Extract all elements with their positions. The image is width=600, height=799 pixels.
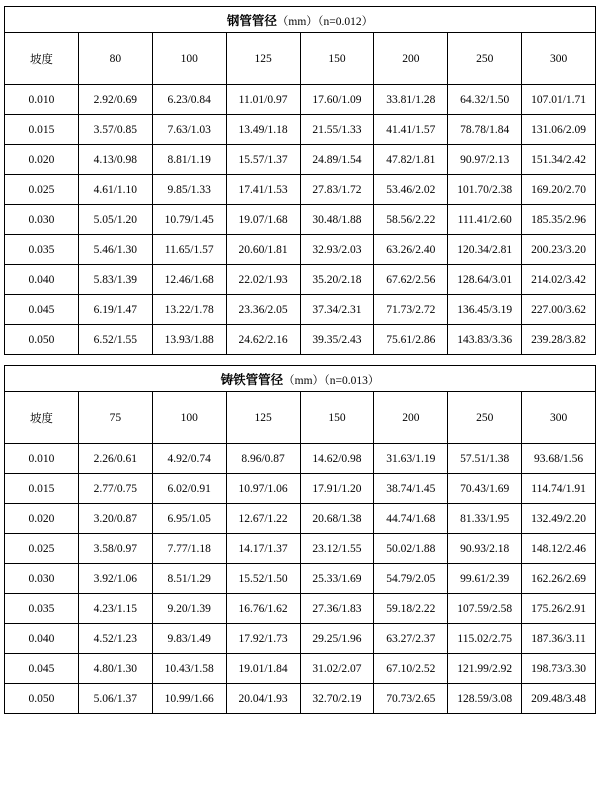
- data-cell: 64.32/1.50: [448, 85, 522, 115]
- data-cell: 10.97/1.06: [226, 474, 300, 504]
- table-header-row: [5, 392, 596, 444]
- data-cell: 120.34/2.81: [448, 235, 522, 265]
- data-cell: 47.82/1.81: [374, 145, 448, 175]
- column-header: 200: [374, 33, 448, 85]
- data-cell: 148.12/2.46: [522, 534, 596, 564]
- table-header-row: [5, 33, 596, 85]
- data-cell: 6.02/0.91: [152, 474, 226, 504]
- data-cell: 9.85/1.33: [152, 175, 226, 205]
- table-row: [5, 265, 596, 295]
- data-cell: 90.97/2.13: [448, 145, 522, 175]
- slope-value: 0.030: [5, 564, 79, 594]
- table-title-unit: （mm）: [276, 15, 318, 28]
- data-cell: 11.01/0.97: [226, 85, 300, 115]
- data-cell: 17.41/1.53: [226, 175, 300, 205]
- table-title-n: （n=0.012）: [317, 15, 374, 28]
- slope-value: 0.025: [5, 534, 79, 564]
- table-row: [5, 325, 596, 355]
- data-cell: 111.41/2.60: [448, 205, 522, 235]
- data-cell: 37.34/2.31: [300, 295, 374, 325]
- table-title-n: （n=0.013）: [324, 374, 380, 387]
- data-cell: 30.48/1.88: [300, 205, 374, 235]
- table-row: [5, 85, 596, 115]
- data-cell: 17.92/1.73: [226, 624, 300, 654]
- data-cell: 67.62/2.56: [374, 265, 448, 295]
- column-header: 100: [152, 392, 226, 444]
- data-cell: 6.95/1.05: [152, 504, 226, 534]
- column-header: 125: [226, 392, 300, 444]
- data-cell: 38.74/1.45: [374, 474, 448, 504]
- data-cell: 3.58/0.97: [78, 534, 152, 564]
- table-row: [5, 564, 596, 594]
- data-cell: 12.67/1.22: [226, 504, 300, 534]
- data-cell: 24.89/1.54: [300, 145, 374, 175]
- data-cell: 27.36/1.83: [300, 594, 374, 624]
- table-row: [5, 534, 596, 564]
- data-cell: 151.34/2.42: [522, 145, 596, 175]
- data-cell: 8.81/1.19: [152, 145, 226, 175]
- data-cell: 185.35/2.96: [522, 205, 596, 235]
- data-cell: 3.20/0.87: [78, 504, 152, 534]
- table-row: [5, 444, 596, 474]
- column-header: 80: [78, 33, 152, 85]
- column-header: 100: [152, 33, 226, 85]
- data-cell: 16.76/1.62: [226, 594, 300, 624]
- data-cell: 10.99/1.66: [152, 684, 226, 714]
- data-cell: 14.62/0.98: [300, 444, 374, 474]
- data-cell: 15.57/1.37: [226, 145, 300, 175]
- column-header: 300: [522, 392, 596, 444]
- data-cell: 4.13/0.98: [78, 145, 152, 175]
- data-cell: 75.61/2.86: [374, 325, 448, 355]
- data-cell: 132.49/2.20: [522, 504, 596, 534]
- data-cell: 209.48/3.48: [522, 684, 596, 714]
- data-cell: 20.60/1.81: [226, 235, 300, 265]
- data-cell: 50.02/1.88: [374, 534, 448, 564]
- data-cell: 227.00/3.62: [522, 295, 596, 325]
- table-row: [5, 175, 596, 205]
- data-cell: 14.17/1.37: [226, 534, 300, 564]
- data-cell: 22.02/1.93: [226, 265, 300, 295]
- column-header: 150: [300, 392, 374, 444]
- data-cell: 2.92/0.69: [78, 85, 152, 115]
- data-cell: 33.81/1.28: [374, 85, 448, 115]
- data-cell: 131.06/2.09: [522, 115, 596, 145]
- data-cell: 25.33/1.69: [300, 564, 374, 594]
- data-cell: 136.45/3.19: [448, 295, 522, 325]
- data-cell: 71.73/2.72: [374, 295, 448, 325]
- column-header: 200: [374, 392, 448, 444]
- data-cell: 175.26/2.91: [522, 594, 596, 624]
- slope-value: 0.020: [5, 504, 79, 534]
- data-cell: 35.20/2.18: [300, 265, 374, 295]
- slope-header: 坡度: [5, 392, 79, 444]
- data-cell: 53.46/2.02: [374, 175, 448, 205]
- data-cell: 13.93/1.88: [152, 325, 226, 355]
- table-row: [5, 115, 596, 145]
- data-cell: 63.27/2.37: [374, 624, 448, 654]
- data-cell: 8.51/1.29: [152, 564, 226, 594]
- slope-value: 0.040: [5, 265, 79, 295]
- slope-value: 0.035: [5, 594, 79, 624]
- table-title-unit: （mm）: [283, 374, 325, 387]
- data-cell: 32.70/2.19: [300, 684, 374, 714]
- data-cell: 59.18/2.22: [374, 594, 448, 624]
- steel-pipe-table: [4, 6, 596, 355]
- slope-value: 0.045: [5, 654, 79, 684]
- data-cell: 3.57/0.85: [78, 115, 152, 145]
- table-row: [5, 624, 596, 654]
- data-cell: 6.19/1.47: [78, 295, 152, 325]
- data-cell: 23.36/2.05: [226, 295, 300, 325]
- table-separator: [4, 355, 596, 365]
- data-cell: 8.96/0.87: [226, 444, 300, 474]
- column-header: 300: [522, 33, 596, 85]
- table-title: [5, 7, 596, 33]
- data-cell: 4.61/1.10: [78, 175, 152, 205]
- data-cell: 2.26/0.61: [78, 444, 152, 474]
- slope-value: 0.020: [5, 145, 79, 175]
- data-cell: 19.07/1.68: [226, 205, 300, 235]
- data-cell: 10.43/1.58: [152, 654, 226, 684]
- slope-value: 0.015: [5, 474, 79, 504]
- table-title-row: [5, 366, 596, 392]
- cast-iron-pipe-table: [4, 365, 596, 714]
- slope-value: 0.010: [5, 85, 79, 115]
- table-row: [5, 684, 596, 714]
- data-cell: 107.59/2.58: [448, 594, 522, 624]
- data-cell: 128.64/3.01: [448, 265, 522, 295]
- data-cell: 4.23/1.15: [78, 594, 152, 624]
- data-cell: 27.83/1.72: [300, 175, 374, 205]
- data-cell: 9.83/1.49: [152, 624, 226, 654]
- data-cell: 78.78/1.84: [448, 115, 522, 145]
- data-cell: 31.63/1.19: [374, 444, 448, 474]
- data-cell: 58.56/2.22: [374, 205, 448, 235]
- data-cell: 21.55/1.33: [300, 115, 374, 145]
- data-cell: 20.68/1.38: [300, 504, 374, 534]
- data-cell: 187.36/3.11: [522, 624, 596, 654]
- data-cell: 93.68/1.56: [522, 444, 596, 474]
- data-cell: 101.70/2.38: [448, 175, 522, 205]
- slope-value: 0.030: [5, 205, 79, 235]
- data-cell: 63.26/2.40: [374, 235, 448, 265]
- data-cell: 17.91/1.20: [300, 474, 374, 504]
- column-header: 75: [78, 392, 152, 444]
- data-cell: 128.59/3.08: [448, 684, 522, 714]
- slope-value: 0.035: [5, 235, 79, 265]
- data-cell: 29.25/1.96: [300, 624, 374, 654]
- data-cell: 6.23/0.84: [152, 85, 226, 115]
- data-cell: 31.02/2.07: [300, 654, 374, 684]
- table-title-main: 钢管管径: [226, 13, 277, 28]
- data-cell: 4.52/1.23: [78, 624, 152, 654]
- data-cell: 13.49/1.18: [226, 115, 300, 145]
- data-cell: 67.10/2.52: [374, 654, 448, 684]
- data-cell: 10.79/1.45: [152, 205, 226, 235]
- data-cell: 15.52/1.50: [226, 564, 300, 594]
- data-cell: 44.74/1.68: [374, 504, 448, 534]
- data-cell: 99.61/2.39: [448, 564, 522, 594]
- data-cell: 13.22/1.78: [152, 295, 226, 325]
- data-cell: 32.93/2.03: [300, 235, 374, 265]
- data-cell: 19.01/1.84: [226, 654, 300, 684]
- data-cell: 169.20/2.70: [522, 175, 596, 205]
- data-cell: 41.41/1.57: [374, 115, 448, 145]
- data-cell: 20.04/1.93: [226, 684, 300, 714]
- table-title-main: 铸铁管管径: [220, 372, 284, 387]
- table-row: [5, 295, 596, 325]
- data-cell: 121.99/2.92: [448, 654, 522, 684]
- data-cell: 90.93/2.18: [448, 534, 522, 564]
- table-row: [5, 594, 596, 624]
- data-cell: 115.02/2.75: [448, 624, 522, 654]
- column-header: 150: [300, 33, 374, 85]
- data-cell: 39.35/2.43: [300, 325, 374, 355]
- data-cell: 162.26/2.69: [522, 564, 596, 594]
- data-cell: 2.77/0.75: [78, 474, 152, 504]
- table-title: [5, 366, 596, 392]
- slope-value: 0.045: [5, 295, 79, 325]
- data-cell: 54.79/2.05: [374, 564, 448, 594]
- data-cell: 239.28/3.82: [522, 325, 596, 355]
- data-cell: 4.80/1.30: [78, 654, 152, 684]
- data-cell: 9.20/1.39: [152, 594, 226, 624]
- slope-value: 0.010: [5, 444, 79, 474]
- column-header: 250: [448, 33, 522, 85]
- column-header: 125: [226, 33, 300, 85]
- data-cell: 4.92/0.74: [152, 444, 226, 474]
- data-cell: 107.01/1.71: [522, 85, 596, 115]
- slope-value: 0.050: [5, 684, 79, 714]
- slope-value: 0.050: [5, 325, 79, 355]
- data-cell: 114.74/1.91: [522, 474, 596, 504]
- data-cell: 5.05/1.20: [78, 205, 152, 235]
- data-cell: 23.12/1.55: [300, 534, 374, 564]
- data-cell: 70.73/2.65: [374, 684, 448, 714]
- slope-value: 0.025: [5, 175, 79, 205]
- slope-value: 0.040: [5, 624, 79, 654]
- data-cell: 198.73/3.30: [522, 654, 596, 684]
- data-cell: 214.02/3.42: [522, 265, 596, 295]
- table-row: [5, 205, 596, 235]
- table-title-row: [5, 7, 596, 33]
- slope-value: 0.015: [5, 115, 79, 145]
- table-row: [5, 504, 596, 534]
- data-cell: 24.62/2.16: [226, 325, 300, 355]
- data-cell: 5.06/1.37: [78, 684, 152, 714]
- data-cell: 143.83/3.36: [448, 325, 522, 355]
- table-row: [5, 654, 596, 684]
- data-cell: 11.65/1.57: [152, 235, 226, 265]
- data-cell: 17.60/1.09: [300, 85, 374, 115]
- data-cell: 12.46/1.68: [152, 265, 226, 295]
- data-cell: 5.46/1.30: [78, 235, 152, 265]
- data-cell: 70.43/1.69: [448, 474, 522, 504]
- data-cell: 57.51/1.38: [448, 444, 522, 474]
- table-row: [5, 474, 596, 504]
- data-cell: 6.52/1.55: [78, 325, 152, 355]
- data-cell: 5.83/1.39: [78, 265, 152, 295]
- table-row: [5, 235, 596, 265]
- data-cell: 200.23/3.20: [522, 235, 596, 265]
- data-cell: 3.92/1.06: [78, 564, 152, 594]
- data-cell: 7.77/1.18: [152, 534, 226, 564]
- data-cell: 7.63/1.03: [152, 115, 226, 145]
- table-row: [5, 145, 596, 175]
- slope-header: 坡度: [5, 33, 79, 85]
- data-cell: 81.33/1.95: [448, 504, 522, 534]
- column-header: 250: [448, 392, 522, 444]
